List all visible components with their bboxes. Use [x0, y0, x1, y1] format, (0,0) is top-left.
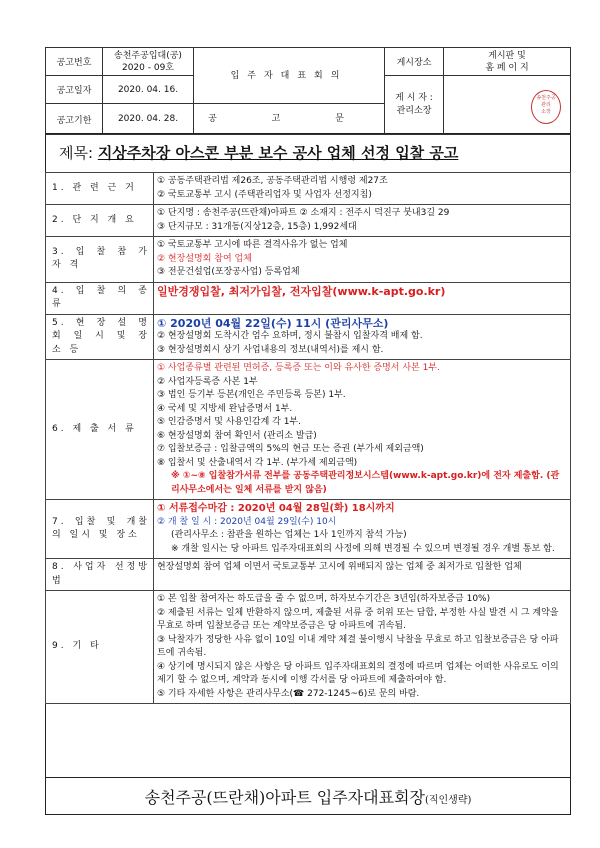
- section-label: 9. 기 타: [46, 591, 154, 704]
- list-item: ② 현장설명회 도착시간 엄수 요하며, 정시 불참시 입찰자격 배제 함.: [157, 331, 423, 341]
- list-item: ※ 개찰 일시는 당 아파트 입주자대표회의 사정에 의해 변경될 수 있으며 변경될 경우 개별 통보 함.: [171, 543, 555, 554]
- section-label: 6. 제 출 서 류: [46, 360, 154, 500]
- list-item: ② 현장설명회 참여 업체: [157, 253, 252, 264]
- list-item: ① 2020년 04월 22일(수) 11시 (관리사무소): [157, 316, 389, 330]
- list-item: ① 단지명 : 송천주공(뜨란채)아파트 ② 소재지 : 전주시 덕진구 붓내3길 29: [157, 208, 450, 218]
- section-label: 4. 입 찰 의 종 류: [46, 282, 154, 314]
- list-item: ④ 국세 및 지방세 완납증명서 1부.: [157, 403, 293, 414]
- section-row: [46, 282, 571, 314]
- section-label: 8. 사업자 선정방법: [46, 559, 154, 591]
- list-item: ① 국토교통부 고시에 따른 결격사유가 없는 업체: [157, 240, 348, 250]
- section-label: 3. 입 찰 참 가 자 격: [46, 237, 154, 283]
- notice-date-value: 2020. 04. 16.: [103, 76, 194, 104]
- post-place-value: 게시판 및 홈 페 이 지: [444, 48, 571, 76]
- list-item: ② 사업자등록증 사본 1부: [157, 376, 258, 387]
- section-content: [154, 559, 571, 591]
- footer-suffix: (직인생략): [424, 795, 472, 806]
- list-item: ① 서류접수마감 : 2020년 04월 28일(화) 18시까지: [157, 503, 395, 514]
- section-row: [46, 314, 571, 360]
- notice-no-label: 공고번호: [46, 48, 103, 76]
- section-label: 7. 입찰 및 개찰의 일시 및 장소: [46, 500, 154, 559]
- subject-text: 지상주차장 아스콘 부분 보수 공사 업체 선정 입찰 공고: [97, 144, 459, 162]
- section-content: [154, 591, 571, 704]
- poster-label: 게 시 자 : 관리소장: [385, 76, 444, 135]
- section-content: [154, 500, 571, 559]
- list-item: 현장설명회 참여 업체 이면서 국토교통부 고시에 위배되지 않는 업체 중 최저가로 입찰한 업체: [157, 562, 522, 572]
- list-item: 일반경쟁입찰, 최저가입찰, 전자입찰(www.k-apt.go.kr): [157, 284, 446, 298]
- signature-footer: [45, 777, 571, 815]
- list-item: ※ ①~⑧ 입찰참가서류 전부를 공동주택관리정보시스템(www.k-apt.go.kr)에 전자 제출함. (관리사무소에서는 일체 서류를 받지 않음): [171, 471, 560, 495]
- section-row: [46, 173, 571, 205]
- list-item: ② 국토교통부 고시 (주택관리업자 및 사업자 선정지침): [157, 189, 372, 200]
- list-item: ⑧ 입찰서 및 산출내역서 각 1부. (부가세 제외금액): [157, 457, 358, 468]
- section-row: [46, 500, 571, 559]
- section-row: [46, 591, 571, 704]
- section-row: [46, 360, 571, 500]
- notice-title-line2: 공 고 문: [194, 104, 385, 135]
- section-content: [154, 282, 571, 314]
- list-item: ② 제출된 서류는 일체 반환하지 않으며, 제출된 서류 중 허위 또는 담합, 부정한 사실 발견 시 그 계약을 무효로 하며 입찰보증금 또는 계약보증금은 당 아파트에 귀속됨.: [157, 607, 559, 631]
- section-label: 1. 관 련 근 거: [46, 173, 154, 205]
- notice-body-table: [45, 172, 571, 704]
- list-item: ③ 법인 등기부 등본(개인은 주민등록 등본) 1부.: [157, 390, 346, 400]
- section-content: [154, 205, 571, 237]
- section-row: [46, 559, 571, 591]
- list-item: ③ 현장설명회시 상기 사업내용의 정보(내역서)를 제시 함.: [157, 344, 384, 355]
- list-item: (관리사무소 : 참관을 원하는 업체는 1사 1인까지 참석 가능): [171, 530, 407, 540]
- deadline-value: 2020. 04. 28.: [103, 104, 194, 135]
- list-item: ⑥ 현장설명회 참여 확인서 (관리소 발급): [157, 430, 317, 441]
- subject-bar: [45, 133, 571, 173]
- official-seal: 송천주공 관리 소장: [531, 90, 561, 124]
- notice-title-line1: 입주자대표회의: [194, 48, 385, 104]
- footer-text: 송천주공(뜨란채)아파트 입주자대표회장: [144, 788, 425, 807]
- list-item: ① 사업종류별 관련된 면허증, 등록증 또는 이와 유사한 증명서 사본 1부.: [157, 363, 440, 373]
- list-item: ① 공동주택관리법 제26조, 공동주택관리법 시행령 제27조: [157, 176, 388, 186]
- post-place-label: 게시장소: [385, 48, 444, 76]
- list-item: ③ 낙찰자가 정당한 사유 없이 10일 이내 계약 체결 불이행시 낙찰을 무효로 하고 입찰보증금은 당 아파트에 귀속됨.: [157, 634, 559, 658]
- section-row: [46, 205, 571, 237]
- subject-label: 제목:: [59, 144, 98, 162]
- list-item: ④ 상기에 명시되지 않은 사항은 당 아파트 입주자대표회의 결정에 따르며 업체는 어떠한 사유로도 이의 제기 할 수 없으며, 계약과 동시에 이행 각서를 당 아파트에 제출하여야 함.: [157, 661, 559, 685]
- section-content: [154, 237, 571, 283]
- section-label: 5. 현 장 설 명 회 일 시 및 장 소 등: [46, 314, 154, 360]
- section-content: [154, 360, 571, 500]
- list-item: ⑦ 입찰보증금 : 입찰금액의 5%의 현금 또는 증권 (부가세 제외금액): [157, 444, 424, 454]
- notice-no-value: 송천주공입대(공) 2020 - 09호: [103, 48, 194, 76]
- notice-date-label: 공고일자: [46, 76, 103, 104]
- list-item: ⑤ 기타 자세한 사항은 관리사무소(☎ 272-1245~6)로 문의 바람.: [157, 688, 420, 699]
- list-item: ② 개 찰 일 시 : 2020년 04월 29일(수) 10시: [157, 516, 337, 527]
- list-item: ③ 전문건설업(포장공사업) 등록업체: [157, 267, 300, 277]
- section-label: 2. 단 지 개 요: [46, 205, 154, 237]
- list-item: ⑤ 인감증명서 및 사용인감계 각 1부.: [157, 417, 301, 427]
- list-item: ③ 단지규모 : 31개동(지상12층, 15층) 1,992세대: [157, 221, 357, 232]
- deadline-label: 공고기한: [46, 104, 103, 135]
- section-content: [154, 173, 571, 205]
- header-table: [45, 47, 571, 135]
- list-item: ① 본 입찰 참여자는 하도급을 줄 수 없으며, 하자보수기간은 3년임(하자보증금 10%): [157, 594, 491, 604]
- section-row: [46, 237, 571, 283]
- section-content: [154, 314, 571, 360]
